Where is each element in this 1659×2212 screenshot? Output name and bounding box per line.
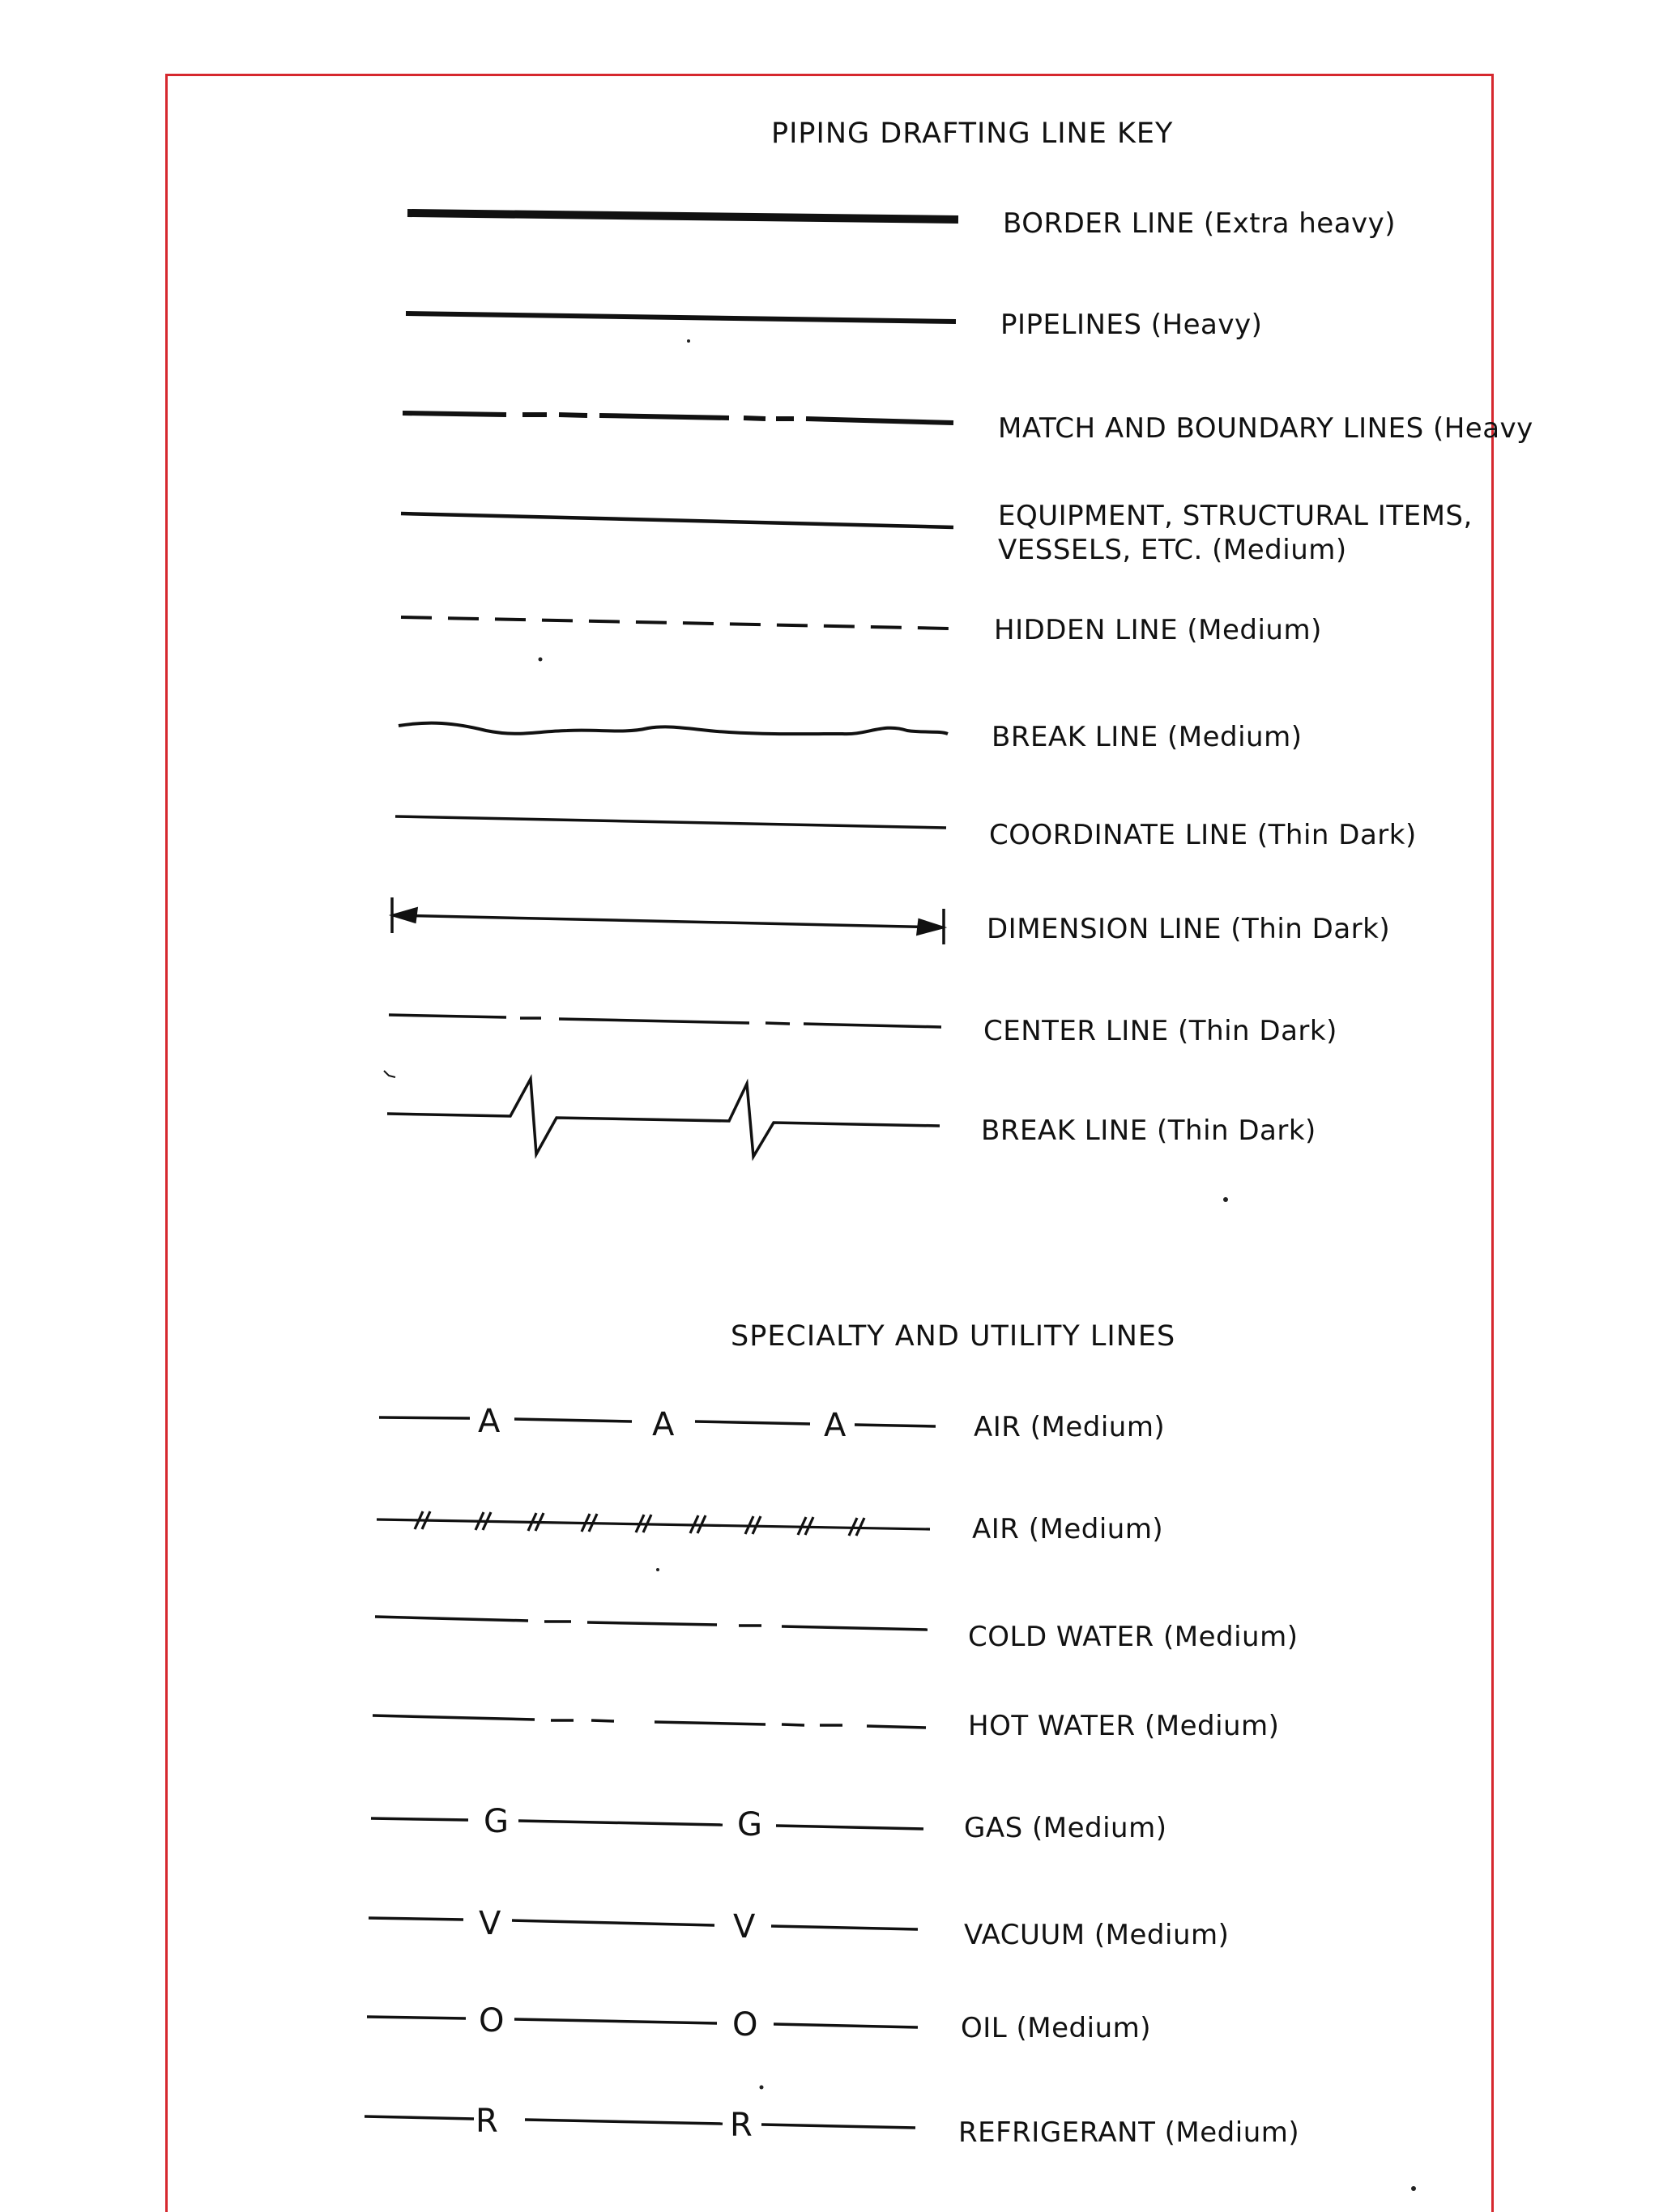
air-line-slash-sample: [377, 1511, 930, 1536]
break-line-medium-label: BREAK LINE (Medium): [992, 721, 1303, 753]
coordinate-line-label: COORDINATE LINE (Thin Dark): [989, 819, 1417, 851]
break-line-thin-label: BREAK LINE (Thin Dark): [981, 1115, 1316, 1147]
air-letter-label: AIR (Medium): [974, 1411, 1166, 1443]
air-letter-a: A: [824, 1407, 847, 1444]
hot-water-label: HOT WATER (Medium): [968, 1710, 1280, 1742]
equipment-label-line1: EQUIPMENT, STRUCTURAL ITEMS,: [998, 500, 1473, 532]
air-letter-a: A: [652, 1406, 675, 1443]
center-line-sample: [389, 1015, 941, 1027]
vacuum-letter-v: V: [733, 1908, 756, 1946]
pipeline-sample: [406, 313, 956, 322]
vacuum-line-sample: [369, 1918, 918, 1929]
center-line-label: CENTER LINE (Thin Dark): [983, 1015, 1337, 1047]
piping-key-title: PIPING DRAFTING LINE KEY: [771, 117, 1174, 150]
cold-water-line-sample: [375, 1617, 928, 1630]
gas-label: GAS (Medium): [964, 1812, 1167, 1844]
air-letter-a: A: [478, 1403, 501, 1440]
cold-water-label: COLD WATER (Medium): [968, 1621, 1299, 1653]
border-line-sample: [407, 213, 958, 219]
hidden-line-label: HIDDEN LINE (Medium): [994, 614, 1322, 646]
gas-letter-g: G: [737, 1806, 762, 1843]
oil-label: OIL (Medium): [961, 2012, 1152, 2044]
vacuum-label: VACUUM (Medium): [964, 1919, 1230, 1951]
break-line-thin-sample: [384, 1071, 940, 1157]
border-line-label: BORDER LINE (Extra heavy): [1003, 207, 1397, 240]
refrigerant-label: REFRIGERANT (Medium): [958, 2116, 1300, 2149]
pipelines-label: PIPELINES (Heavy): [1000, 309, 1263, 341]
oil-letter-o: O: [479, 2002, 505, 2039]
match-boundary-label: MATCH AND BOUNDARY LINES (Heavy: [998, 412, 1533, 445]
oil-line-sample: [367, 2017, 918, 2027]
break-line-medium-sample: [399, 723, 948, 735]
refrigerant-letter-r: R: [730, 2107, 753, 2144]
equipment-label: [998, 499, 1473, 567]
equipment-line-sample: [401, 514, 953, 527]
hidden-line-sample: [401, 617, 950, 629]
coordinate-line-sample: [395, 816, 946, 828]
hot-water-line-sample: [373, 1715, 926, 1728]
equipment-label-line2: VESSELS, ETC. (Medium): [998, 534, 1347, 566]
air-slash-label: AIR (Medium): [972, 1513, 1164, 1545]
refrigerant-letter-r: R: [476, 2103, 498, 2140]
specialty-lines-title: SPECIALTY AND UTILITY LINES: [731, 1320, 1176, 1353]
vacuum-letter-v: V: [479, 1905, 501, 1942]
dimension-line-sample: [392, 897, 944, 944]
oil-letter-o: O: [732, 2006, 758, 2044]
gas-letter-g: G: [484, 1803, 509, 1840]
gas-line-sample: [371, 1818, 923, 1829]
refrigerant-line-sample: [365, 2116, 915, 2128]
match-boundary-line-sample: [403, 413, 953, 423]
dimension-line-label: DIMENSION LINE (Thin Dark): [987, 913, 1391, 945]
